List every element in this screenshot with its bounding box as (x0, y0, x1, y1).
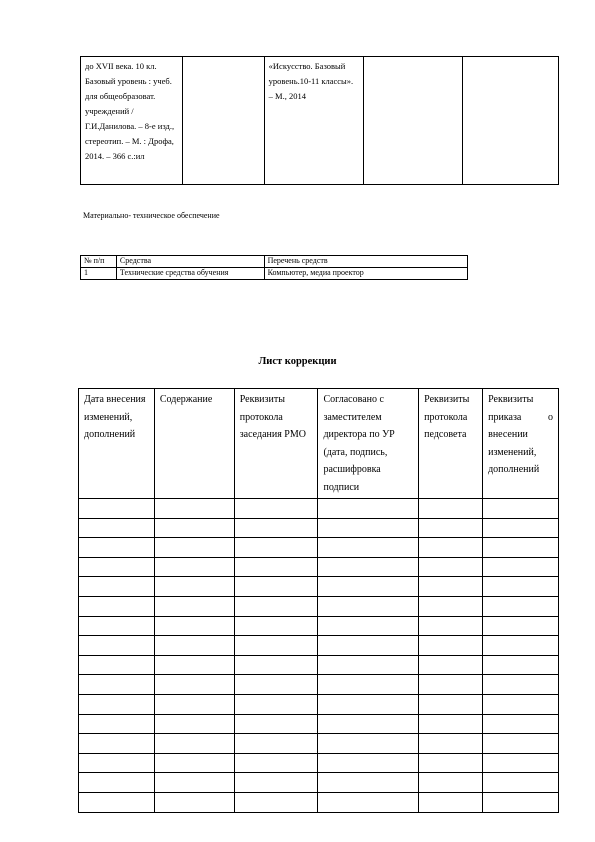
table-cell: до XVII века. 10 кл. Базовый уровень : учеб. для общеобразоват. учреждений / Г.И.Данилова. – 8-е изд., стереотип. – М. : Дрофа, 2014. – 366 с.:ил (81, 57, 183, 185)
table-cell (154, 675, 234, 695)
table-cell (483, 714, 559, 734)
table-header-row (81, 256, 468, 268)
table-row (79, 675, 559, 695)
table-row (79, 499, 559, 519)
table-cell (318, 694, 419, 714)
table-cell (154, 655, 234, 675)
table-cell (79, 655, 155, 675)
table-cell (154, 734, 234, 754)
table-cell (419, 538, 483, 558)
table-cell (79, 792, 155, 812)
table-cell (483, 655, 559, 675)
table-row (79, 753, 559, 773)
table-cell (318, 792, 419, 812)
table-cell: «Искусство. Базовый уровень.10-11 классы». – М., 2014 (264, 57, 363, 185)
table-cell (154, 616, 234, 636)
table-cell (234, 792, 318, 812)
table-cell (483, 518, 559, 538)
table-cell (234, 557, 318, 577)
table-row (79, 557, 559, 577)
table-cell (419, 792, 483, 812)
table-cell (79, 538, 155, 558)
table-cell (234, 675, 318, 695)
table-cell (154, 714, 234, 734)
table-cell (483, 499, 559, 519)
table-cell (154, 538, 234, 558)
table-row (81, 268, 468, 280)
table-cell (483, 694, 559, 714)
column-header: Перечень средств (264, 256, 467, 268)
table-cell (419, 655, 483, 675)
table-cell (318, 616, 419, 636)
table-cell (234, 773, 318, 793)
table-cell (483, 753, 559, 773)
table-cell (419, 675, 483, 695)
table-cell: 1 (81, 268, 117, 280)
table-row (81, 57, 559, 185)
table-cell (483, 596, 559, 616)
column-header: Дата внесения изменений, дополнений (79, 389, 155, 499)
equipment-table (80, 255, 468, 280)
column-header: Согласовано с заместителем директора по УР (дата, подпись, расшифровка подписи (318, 389, 419, 499)
table-cell (483, 773, 559, 793)
table-cell (79, 636, 155, 656)
table-cell (419, 616, 483, 636)
table-cell (318, 596, 419, 616)
table-cell (318, 557, 419, 577)
table-row (79, 655, 559, 675)
table-cell (79, 714, 155, 734)
table-cell (79, 577, 155, 597)
table-cell (318, 714, 419, 734)
table-cell (419, 773, 483, 793)
table-cell (419, 518, 483, 538)
table-cell (234, 636, 318, 656)
column-header: Средства (116, 256, 264, 268)
table-cell (79, 518, 155, 538)
table-cell (463, 57, 559, 185)
table-header-row (79, 389, 559, 499)
table-cell (154, 596, 234, 616)
table-cell (234, 616, 318, 636)
table-cell (318, 773, 419, 793)
table-cell (318, 518, 419, 538)
table-cell (154, 499, 234, 519)
table-cell (318, 655, 419, 675)
table-cell (234, 753, 318, 773)
table-row (79, 734, 559, 754)
table-cell (154, 557, 234, 577)
table-cell (234, 499, 318, 519)
table-cell: Технические средства обучения (116, 268, 264, 280)
table-cell (419, 636, 483, 656)
correction-title: Лист коррекции (258, 356, 337, 367)
table-cell (79, 734, 155, 754)
table-cell (419, 577, 483, 597)
correction-table (78, 388, 559, 813)
table-cell (318, 734, 419, 754)
table-cell (79, 773, 155, 793)
table-cell (234, 734, 318, 754)
table-cell (419, 753, 483, 773)
table-cell (419, 557, 483, 577)
table-cell (419, 596, 483, 616)
table-row (79, 792, 559, 812)
column-header: Реквизиты протокола заседания РМО (234, 389, 318, 499)
table-cell (318, 675, 419, 695)
table-cell (318, 636, 419, 656)
table-cell (79, 675, 155, 695)
table-cell (154, 694, 234, 714)
table-row (79, 518, 559, 538)
table-cell (79, 596, 155, 616)
column-header: Реквизиты протокола педсовета (419, 389, 483, 499)
table-cell (483, 538, 559, 558)
table-row (79, 694, 559, 714)
table-cell (363, 57, 463, 185)
table-cell (483, 616, 559, 636)
table-cell (154, 636, 234, 656)
literature-table (80, 56, 559, 185)
table-cell (318, 538, 419, 558)
table-cell (154, 753, 234, 773)
column-header: Реквизиты приказа о внесении изменений, дополнений (483, 389, 559, 499)
table-row (79, 714, 559, 734)
table-cell (79, 499, 155, 519)
table-cell (483, 557, 559, 577)
table-cell (79, 694, 155, 714)
table-cell (154, 577, 234, 597)
table-row (79, 636, 559, 656)
table-cell (419, 734, 483, 754)
table-cell (419, 694, 483, 714)
table-cell (79, 616, 155, 636)
table-cell (154, 518, 234, 538)
table-cell (483, 792, 559, 812)
table-cell (234, 694, 318, 714)
table-cell (154, 773, 234, 793)
table-cell (419, 499, 483, 519)
table-row (79, 577, 559, 597)
table-row (79, 616, 559, 636)
table-cell (234, 655, 318, 675)
table-cell (234, 714, 318, 734)
table-cell (419, 714, 483, 734)
table-cell (318, 753, 419, 773)
table-cell (318, 577, 419, 597)
column-header: № п/п (81, 256, 117, 268)
table-row (79, 596, 559, 616)
table-cell: Компьютер, медиа проектор (264, 268, 467, 280)
table-cell (234, 577, 318, 597)
table-cell (483, 577, 559, 597)
table-cell (79, 557, 155, 577)
table-cell (234, 538, 318, 558)
table-cell (182, 57, 264, 185)
table-cell (483, 675, 559, 695)
table-cell (79, 753, 155, 773)
table-cell (483, 636, 559, 656)
table-cell (318, 499, 419, 519)
table-cell (483, 734, 559, 754)
table-cell (234, 518, 318, 538)
table-cell (154, 792, 234, 812)
table-row (79, 773, 559, 793)
table-cell (234, 596, 318, 616)
material-heading: Материально- техническое обеспечение (83, 211, 220, 220)
column-header: Содержание (154, 389, 234, 499)
table-row (79, 538, 559, 558)
